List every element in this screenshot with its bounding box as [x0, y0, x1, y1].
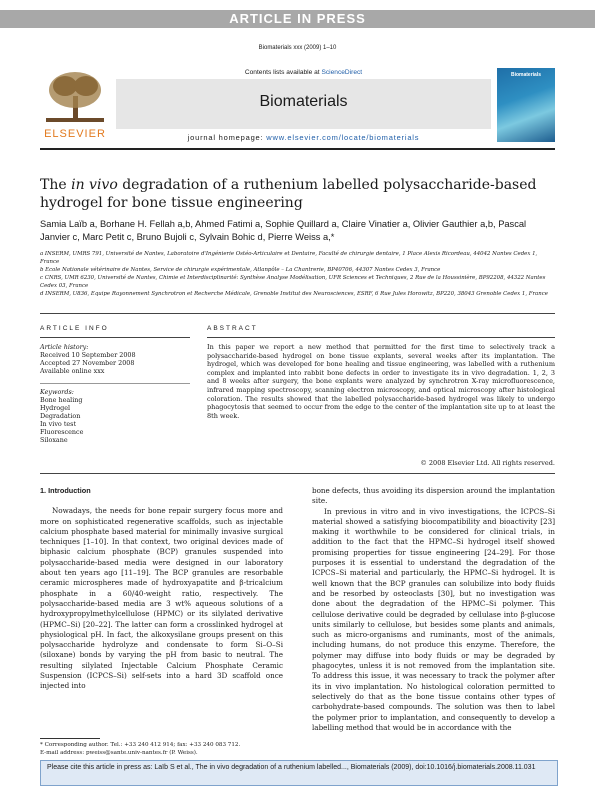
abstract-rule [207, 337, 555, 338]
article-info [40, 343, 190, 444]
corresponding-author: * Corresponding author. Tel.: +33 240 412 914; fax: +33 240 083 712. [40, 742, 241, 748]
tree-logo-icon [40, 68, 110, 126]
article-in-press-banner: ARTICLE IN PRESS [0, 10, 595, 28]
keyword: In vivo test [40, 420, 77, 428]
section-rule [40, 313, 555, 314]
article-title [40, 176, 555, 212]
running-head: Biomaterials xxx (2009) 1–10 [258, 45, 337, 51]
sciencedirect-link[interactable]: ScienceDirect [321, 69, 363, 76]
affiliation-c: c CNRS, UMR 6230, Université de Nantes, Chimie et Interdisciplinarité: Synthèse Analyse Modélisation, UFR Sciences et Techniques, 2 Rue de la Houssinière, BP92208, 44322 Nantes Cedex 03, France [40, 275, 546, 289]
abstract-text: In this paper we report a new method that permitted for the first time to selectively track a polysaccharide-based hydrogel on bone tissue explants, several weeks after its implantation. The hydrogel, which was developed for bone healing and tissue engineering, was labelled with a ruthenium complex and implanted into rabbit bone defects in order to investigate its in vivo degradation. 1, 2, 3 and 8 weeks after surgery, the bone explants were analyzed by synchrotron X-ray microfluorescence, infrared mapping spectroscopy, scanning electron microscopy, and optical microscopy after histological coloration. The results showed that the labelled polysaccharide-based hydrogel was likely to undergo phagocytosis that seemed to occur from the edge to the center of the implantation site up to at least the 8th week. [207, 343, 555, 420]
publisher-name: ELSEVIER [44, 128, 106, 140]
footnote-rule [40, 738, 100, 739]
intro-paragraph-2: In previous in vitro and in vivo investigations, the ICPCS–Si material showed a satisfying biocompatibility and bioactivity [23] making it worthwhile to be considered for clinical trials, in addition to the fact that the HPMC–Si hydrogel itself showed promising properties for tissue engineering [24–29]. For those purposes it is essential to understand the degradation of the ICPCS–Si material and particularly, the HPMC–Si hydrogel. It is well known that the BCP granules can solubilize into body fluids and be resorbed by osteoclasts [30], but no investigation was done about the degradation of the HPMC–Si polymer. This cellulose derivative could be degraded by cellulase into β-glucose units similarly to cellulose, but besides some plants and animals, such as micro-organisms and ruminants, most of the animals, including humans, do not produce this enzyme. Therefore, the polymer may diffuse into body fluids or may be degraded by phagocytes, unless it is not removed from the implantation site. To address this issue, it was necessary to track the polymer after its in vivo implantation. No histological coloration permitted to selectively do that as the bone tissue contains other types of carbohydrate-based compounds. The solution was then to label the polymer prior to implantation, and consequently to develop a labelling method that would be in accordance with the [312, 506, 555, 732]
contents-prefix: Contents lists available at [244, 69, 322, 76]
cover-label: Biomaterials [510, 72, 541, 78]
section-heading-introduction: 1. Introduction [40, 486, 91, 495]
title-part: degradation of a ruthenium labelled polysaccharide-based hydrogel for bone tissue engineering [40, 177, 537, 211]
history-online: Available online xxx [40, 367, 105, 375]
keyword: Bone healing [40, 396, 83, 404]
elsevier-logo [40, 68, 110, 142]
keyword: Fluorescence [40, 428, 84, 436]
title-part-italic: in vivo [71, 177, 118, 193]
history-received: Received 10 September 2008 [40, 351, 136, 359]
keywords-label: Keywords: [40, 388, 74, 396]
info-rule [40, 337, 190, 338]
abstract-heading: ABSTRACT [207, 325, 258, 332]
author-list: Samia Laïb a, Borhane H. Fellah a,b, Ahmed Fatimi a, Sophie Quillard a, Claire Vinatier a, Olivier Gauthier a,b, Pascal Janvier c, Marc Petit c, Bruno Bujoli c, Sylvain Bohic d, Pierre Weiss a,* [40, 219, 527, 242]
history-accepted: Accepted 27 November 2008 [40, 359, 135, 367]
intro-paragraph-1: Nowadays, the needs for bone repair surgery focus more and more on sophisticated regenerative scaffolds, such as injectable calcium phosphate based material for minimally invasive surgical techniques [1–10]. In that context, two original devices made of biphasic calcium phosphate (BCP) granules suspended into polysaccharide-based media were designed in our laboratory about ten years ago [11–19]. The BCP granules are resorbable ceramic microspheres made of hydroxyapatite and β-tricalcium phosphate in a 60/40-weight ratio, respectively. The polysaccharide-based media are 3 wt% aqueous solutions of a hydroxypropylmethylcellulose (HPMC) or its silylated derivative (HPMC–Si) [20–22]. The latter can form a crosslinked hydrogel at physiological pH. In fact, the alkoxysilane groups present on this polysaccharide hydrolyze and condensate to form Si–O–Si (siloxane) bonds by varying the pH from basic to neutral. The resulting silylated Injectable Calcium Phosphate Ceramic Suspension (ICPCS–Si) self-sets into a hard 3D scaffold once injected into [40, 506, 283, 691]
article-info-heading: ARTICLE INFO [40, 325, 109, 332]
affiliations [40, 250, 555, 298]
journal-cover-thumbnail [497, 68, 555, 142]
journal-masthead [40, 68, 555, 146]
homepage-line [116, 133, 491, 142]
footnote [40, 741, 283, 757]
right-column [312, 486, 555, 733]
affiliation-d: d INSERM, U836, Equipe Rayonnement Synchrotron et Recherche Médicale, Grenoble Institut des Neurosciences, ESRF, 6 Rue Jules Horowitz, BP220, 38043 Grenoble Cedex 1, France [40, 291, 548, 297]
abstract-bottom-rule [40, 473, 555, 474]
keyword: Degradation [40, 412, 81, 420]
keyword: Siloxane [40, 436, 68, 444]
affiliation-a: a INSERM, UMRS 791, Université de Nantes, Laboratoire d'Ingénierie Ostéo-Articulaire et Dentaire, Faculté de chirurgie dentaire, 1 Place Alexis Ricordeau, 44042 Nantes Cedex 1, France [40, 251, 538, 265]
keyword: Hydrogel [40, 404, 71, 412]
homepage-link[interactable]: www.elsevier.com/locate/biomaterials [266, 133, 420, 142]
citation-box: Please cite this article in press as: Laïb S et al., The in vivo degradation of a ruthenium labelled..., Biomaterials (2009), doi:10.1016/j.biomaterials.2008.11.031 [40, 760, 558, 786]
info-divider [40, 383, 190, 384]
homepage-prefix: journal homepage: [187, 133, 267, 142]
masthead-center [116, 68, 491, 142]
affiliation-b: b Ecole Nationale vétérinaire de Nantes, Service de chirurgie expérimentale, Atlanpôle – La Chantrerie, BP40706, 44307 Nantes Cedex 3, France [40, 267, 441, 273]
masthead-banner [116, 79, 491, 129]
intro-paragraph-cont: bone defects, thus avoiding its dispersion around the implantation site. [312, 486, 555, 506]
email-address[interactable]: E-mail address: pweiss@sante.univ-nantes.fr (P. Weiss). [40, 750, 198, 756]
title-part: The [40, 177, 72, 193]
history-label: Article history: [40, 343, 89, 351]
masthead-rule [40, 148, 555, 150]
copyright-line: © 2008 Elsevier Ltd. All rights reserved. [420, 459, 555, 467]
journal-title: Biomaterials [259, 93, 348, 110]
contents-line [116, 68, 491, 78]
left-column [40, 486, 283, 692]
